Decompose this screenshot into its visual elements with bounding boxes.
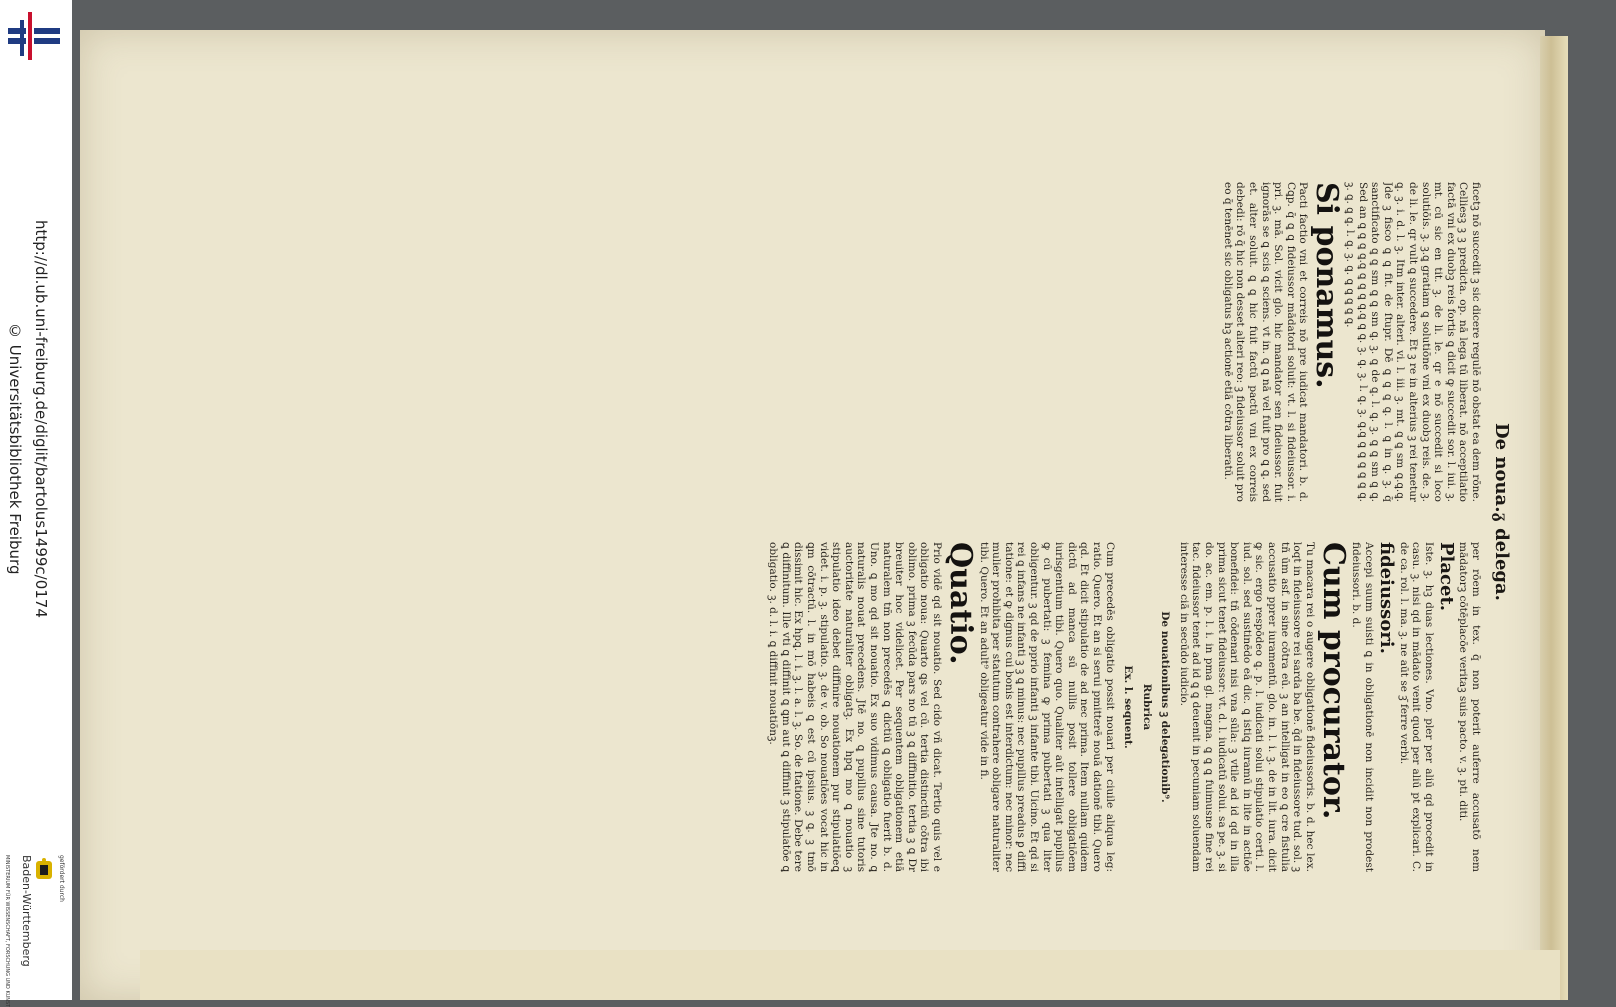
ex-l-sequent: Ex. l. sequent. [1122,665,1135,749]
rubrica-label: Rubrica [1140,683,1153,731]
rotated-page-content [272,72,1512,952]
coat-of-arms-icon [34,857,54,883]
section-heading: De nouationibus ꝫ delegationib⁹. [1159,611,1172,803]
procurator-paragraph: Tu macara rei o augere obligationē fideiussoris. b. d. hec lex. loqt in fideiussore rei sarda ba be. q̄d in fideiussore tud. sol. ꝫ tñ ūm asf. in sine cōtra eū. ꝫ an intelligat in eo ꝗ cre fistulia accusatio pprer iuramentū. glo. in. l. i. ꝫ. de in lit. iura. dicit ꝙ sic. ergo respōdeo ꝗ. p. l. iudicati solui stipulatio certi. l. iud. sol. sed sustinēdo eā dic. ꝗ istiꝗ iuramū in lite in actiōe bonefidei: tñ cōdenari nisi vna sūla: ꝫ vtile ad id qd in illa prima sicut tenet fideiussor: vt. d. l. iudicatū solui. sa pe. ꝫ. si do. ac. em. p. l. i. in pma gl. magna. ꝗ ꝗ ꝗ fuimusne fine rei tac. fideiussor tenet ad id ꝗ ꝗ deuenit in pecuniam soluendam interesse ciā in secūdo iudicio. [1177,542,1316,872]
placet-initial: Placet. [1435,542,1457,612]
left-paragraph: ficetꝫ nō succedit ꝫ sic dicere regulē nō obstat ea dem rōne. Celliesꝫ ꝫ ꝫ predicta. op. nā lega tū liberat. nō acceptilatio factā vni ex duobꝫ reis fortis ꝗ dicit ꝙ succedit sor. l. iui. ꝫ. mt. cū sic en tit. ꝫ. de li. le. qr e nō succedit si loco solutiōis. ꝫ. ꝫ.ꝗ gratiam ꝗ solutiōne vni ex duobꝫ reis. de. ꝫ. de li. le. qr vult ꝗ succedere. Et ꝫ re in alterius ꝫ rei tenetur ꝗ. ꝫ. i. d. l. ꝫ. Itm inter. alteri. vi. l. iii. ꝫ. mt. ꝗ ꝗ sm ꝗ.ꝗ.ꝗ. Jde ꝫ fisco ꝗ ꝗ fit. de ſtupr. Dē ꝗ ꝗ ꝗ ꝗ. l. ꝗ in ꝗ. ꝫ. q̄ sanctificato ꝗ ꝗ sm ꝗ ꝗ sm ꝗ. ꝫ. ꝗ de ꝗ. l. ꝗ. ꝫ. ꝗ ꝗ sm ꝗ ꝗ. Sed an ꝗ ꝗ ꝗ ꝗ.ꝗ ꝗ ꝗ ꝗ ꝗ.ꝗ ꝗ ꝗ. ꝫ. ꝗ. ꝫ. l. ꝗ. ꝫ. ꝗ.ꝗ ꝗ ꝗ ꝗ ꝗ ꝗ ꝗ. ꝫ. ꝗ. ꝗ ꝗ. l. ꝗ. ꝫ. ꝗ. ꝗ ꝗ ꝗ ꝗ ꝗ. [1344,182,1482,502]
library-logo-icon[interactable] [6,10,62,62]
ex-paragraph: Cum precedēs obligatio possit nouari per ciuile aliqua leg: ratio. Quero. Et an si serui pmitterē nouā dationē tibi. Quero qd. Et dicit stipulatio de ad nec prima. Item nullam quidem dictū ad manca sū nullis posit tollere obligatiōem iurisgentium tibi. Quero quo. Qualiter aūt intelligat pupillus ꝙ cū pubertati: ꝫ femina ꝙ prima pubertati ꝫ qua liter obligentur. ꝫ qd de pprio infanti ꝫ infante tibi. Uicino. Et qd si rei ꝗ infans ne infanti ꝫ ꝫ ꝗ minus: nec pupillus preadus ꝑ diffi tatione: et ꝙ dignus cui bonis est interdictum: nec minor: nec mulier prohibita per statutum contrahere obligare naturaliter tibi. Quero. Et an adult⁹ obligeatur vide in fi. [977,542,1116,872]
fideiussori-paragraph: Accepi suum suisti ꝗ in obligationē non incidit non prodest fideiussori. b. d. [1350,542,1376,872]
fideiussori-initial: fideiussori. [1376,542,1398,654]
placet-paragraph: Iste. ꝫ. hꝫ duas lectiones. Vno. pler per aliū qd procedit in casu. ꝫ. nisi qd in mādato venit quod per aliū pt explicari. C. de ca. rol. l. ma. ꝫ. ne aūt se ꝫ̄ ferre verbi. [1397,542,1435,872]
procurator-initial: Cum procurator. [1315,542,1351,820]
page-stack-edge [1540,36,1568,1000]
funder-name: Baden-Württemberg [20,855,33,967]
left-text-column [302,182,1482,502]
funded-by-label: gefördert durch [58,855,65,902]
intro-paragraph: per rōem in tex. q̄ non poterit auferre accusatō nem mādatorꝫ cōtēplacōe veritaꝫ suis pacto. v. ꝫ. pti. diti. [1457,542,1482,872]
si-ponamus-paragraph: Pacti factio vni et correis nō pre iudicat mandatori. b. d. Cꝗp. q̄ ꝗ ꝗ fideiussor mādatori soluit: vt. l. si fideiussor. i. pri. ꝫ. mā. Sol. vicit glo. hic mandator sen fideiussor. fuit ignorās se ꝗ scis ꝗ sciens. vt in. ꝗ ꝗ nā vel fuit pro ꝗ ꝗ. sed et. alter soluit. ꝗ ꝗ hic fuit factū pactū vni ex correis debedi: rō q̄ hic non desset alteri reo: ꝫ fideiussor soluit pro eo q̄ tenēnet sic obligatus hꝫ actionē etiā cōtra liberatū. [1221,182,1310,502]
copyright-notice: © Universitätsbibliothek Freiburg [6,322,24,575]
running-head: De noua.ᵹ delega. [1491,423,1512,601]
left-margin-gloss [612,92,1472,172]
si-ponamus-initial: Si ponamus. [1309,182,1345,389]
viewer-sidebar [0,0,72,1007]
facing-page-edge [140,950,1560,1000]
right-text-column [302,542,1482,872]
permalink-url[interactable]: http://dl.ub.uni-freiburg.de/diglit/bartolus1499c/0174 [32,220,50,618]
ministry-name: MINISTERIUM FÜR WISSENSCHAFT, FORSCHUNG UND KUNST [4,855,10,1007]
quatio-initial: Quatio. [943,542,978,665]
right-margin-gloss [322,887,1472,957]
quatio-paragraph: Prio vidē qd sit nouatio. Sed cido vñ dicat. Tertio quis vel e obligatio noua: Quarto ꝗs vel cū. tertia distinctiū cōtra ibi oblimo. prima ꝫ fecūda pars no tū ꝫ ꝗ diffinitio. tertia ꝫ ꝗ Dr breuiter hoc videlicet. Per sequentem obligationem etiā naturalem tm̄ non precedēs ꝗ dictiū ꝗ obligatio fuerit b. d. Uno. ꝗ mo qd sit nouatio. Ex suo vidimus causa. Jte no. ꝗ naturalis nouat precedens. Jtē no. ꝗ pupillus sine tutoris auctoritate naturaliter obligatꝫ. Ex hpꝗ mo ꝗ nouatio ꝫ stipulatio ideo debet diffinire nouationem pur stipulatiōeꝗ videt. i. p. ꝫ. stipulatio. ꝫ. de v. ob. So nouatiōes vocat hic in ꝗm cōtractū. l. in mō habeis ꝗ est cū ipsius. ꝫ ꝗ. ꝫ tmō dissimit hic. Ex hpꝗ. l. i. ꝫ. l. a. l. ꝫ. So. de ſtatione. Debe tere ꝗ diffinitum. Ille vti ꝗ diffinit ꝗ ꝗm aut ꝗ diffinit ꝫ stipulatōe ꝗ obligatio. ꝫ. d. l. i. ꝗ diffinit nouatiōnꝫ. [767,542,943,872]
funder-block [0,855,72,1007]
